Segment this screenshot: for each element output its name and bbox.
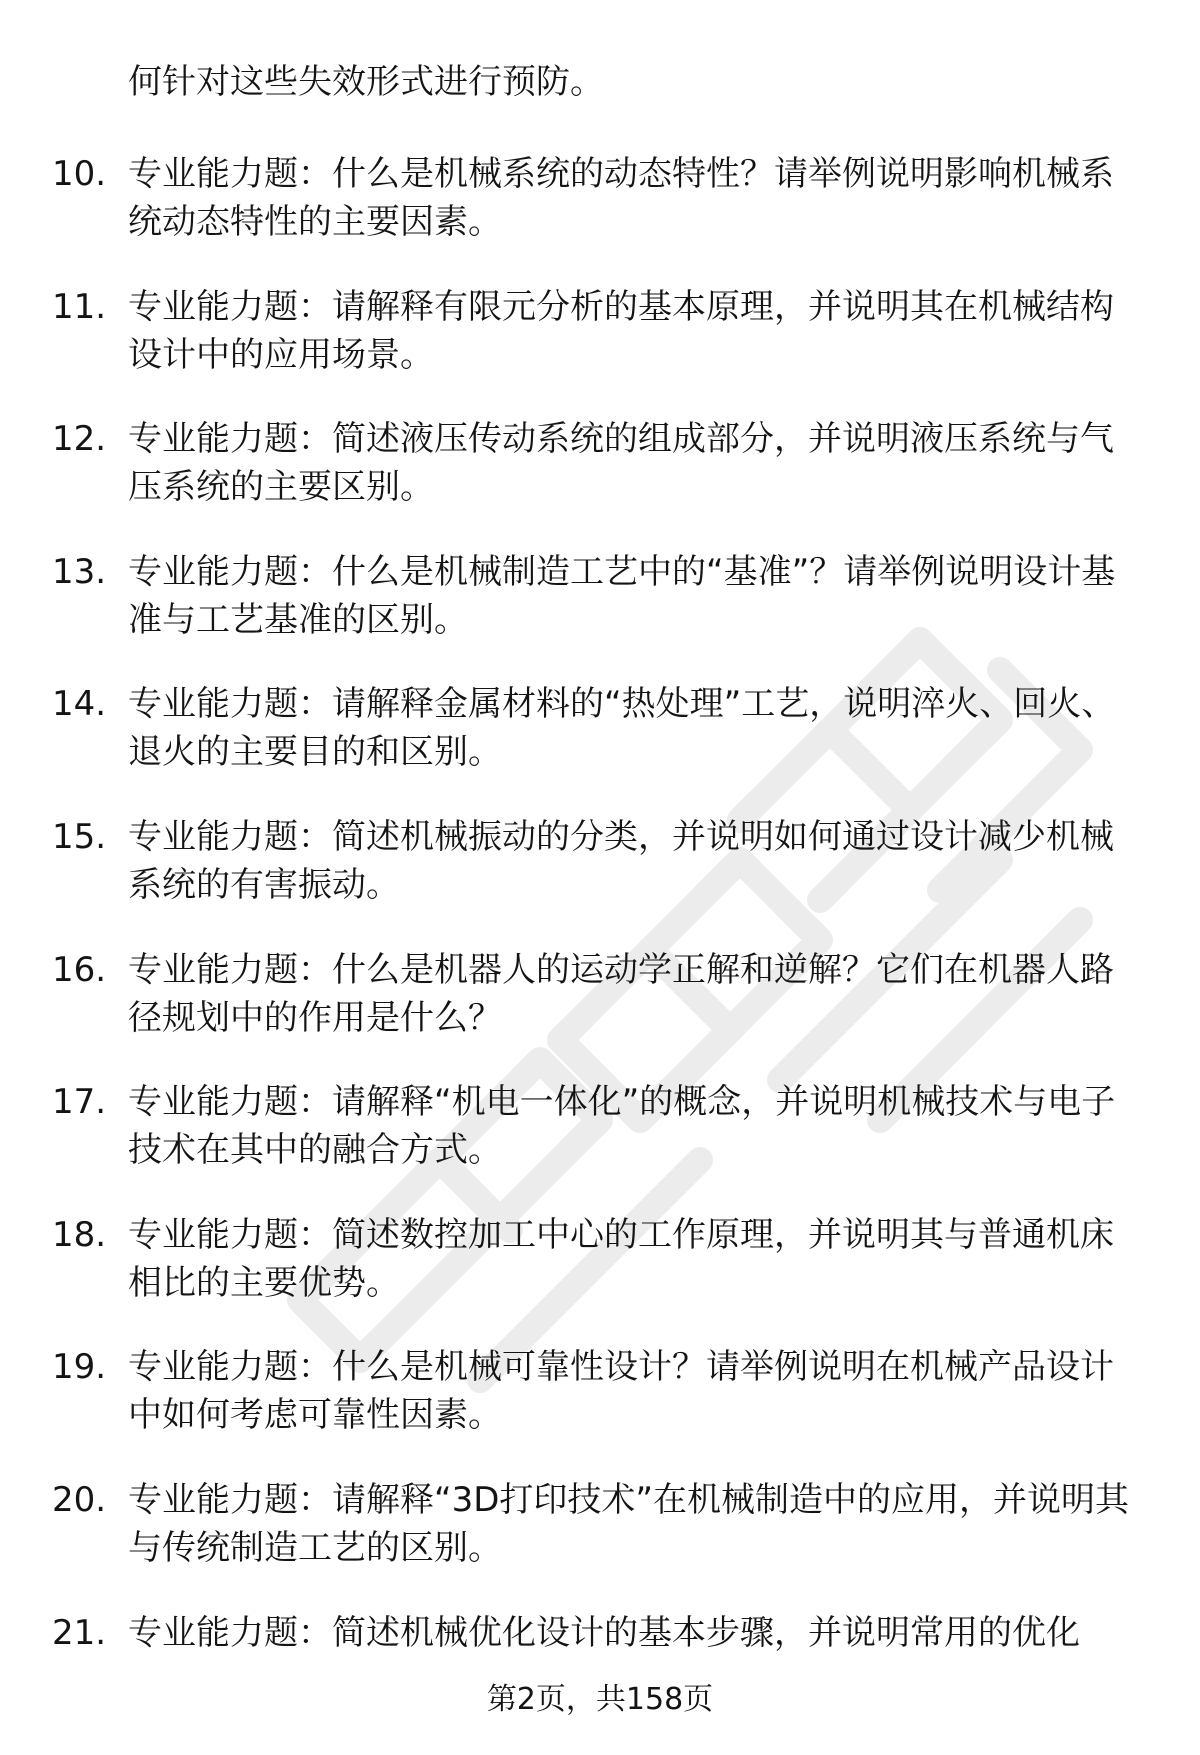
question-number: 19. (52, 1347, 107, 1388)
question-text: 专业能力题：请解释“机电一体化”的概念，并说明机械技术与电子技术在其中的融合方式。 (128, 1082, 1116, 1171)
question-text: 专业能力题：简述液压传动系统的组成部分，并说明液压系统与气压系统的主要区别。 (128, 419, 1114, 508)
question-text: 专业能力题：请解释有限元分析的基本原理，并说明其在机械结构设计中的应用场景。 (128, 286, 1114, 375)
question-text: 专业能力题：什么是机器人的运动学正解和逆解？它们在机器人路径规划中的作用是什么？ (128, 949, 1114, 1038)
list-item (0, 1211, 1200, 1344)
question-number: 15. (52, 816, 107, 857)
page-footer: 第2页，共158页 (486, 1682, 714, 1717)
question-number: 16. (52, 949, 107, 990)
question-number: 14. (52, 684, 107, 725)
question-number: 18. (52, 1214, 107, 1255)
question-text: 专业能力题：什么是机械可靠性设计？请举例说明在机械产品设计中如何考虑可靠性因素。 (128, 1347, 1114, 1436)
question-number: 21. (52, 1612, 107, 1653)
list-item (0, 946, 1200, 1079)
question-text: 专业能力题：什么是机械制造工艺中的“基准”？请举例说明设计基准与工艺基准的区别。 (128, 551, 1116, 640)
list-item (0, 283, 1200, 416)
list-item (0, 813, 1200, 946)
question-number: 12. (52, 419, 107, 460)
continuation-text: 何针对这些失效形式进行预防。 (128, 62, 604, 102)
list-item (0, 1476, 1200, 1609)
list-item (0, 150, 1200, 283)
question-number: 20. (52, 1479, 107, 1520)
list-item (0, 1609, 1200, 1742)
list-item (0, 415, 1200, 548)
list-item (0, 1343, 1200, 1476)
question-number: 17. (52, 1082, 107, 1123)
question-list (0, 150, 1200, 1741)
list-item (0, 680, 1200, 813)
question-number: 11. (52, 286, 107, 327)
list-item (0, 1078, 1200, 1211)
question-text: 专业能力题：请解释“3D打印技术”在机械制造中的应用，并说明其与传统制造工艺的区别。 (128, 1479, 1130, 1568)
question-text: 专业能力题：什么是机械系统的动态特性？请举例说明影响机械系统动态特性的主要因素。 (128, 154, 1114, 242)
question-text: 专业能力题：简述数控加工中心的工作原理，并说明其与普通机床相比的主要优势。 (128, 1214, 1114, 1303)
question-text: 专业能力题：简述机械振动的分类，并说明如何通过设计减少机械系统的有害振动。 (128, 816, 1114, 905)
question-number: 13. (52, 551, 107, 592)
question-text: 专业能力题：请解释金属材料的“热处理”工艺，说明淬火、回火、退火的主要目的和区别。 (128, 684, 1116, 773)
list-item (0, 548, 1200, 681)
question-number: 10. (52, 154, 107, 194)
question-text: 专业能力题：简述机械优化设计的基本步骤，并说明常用的优化 (128, 1612, 1080, 1653)
